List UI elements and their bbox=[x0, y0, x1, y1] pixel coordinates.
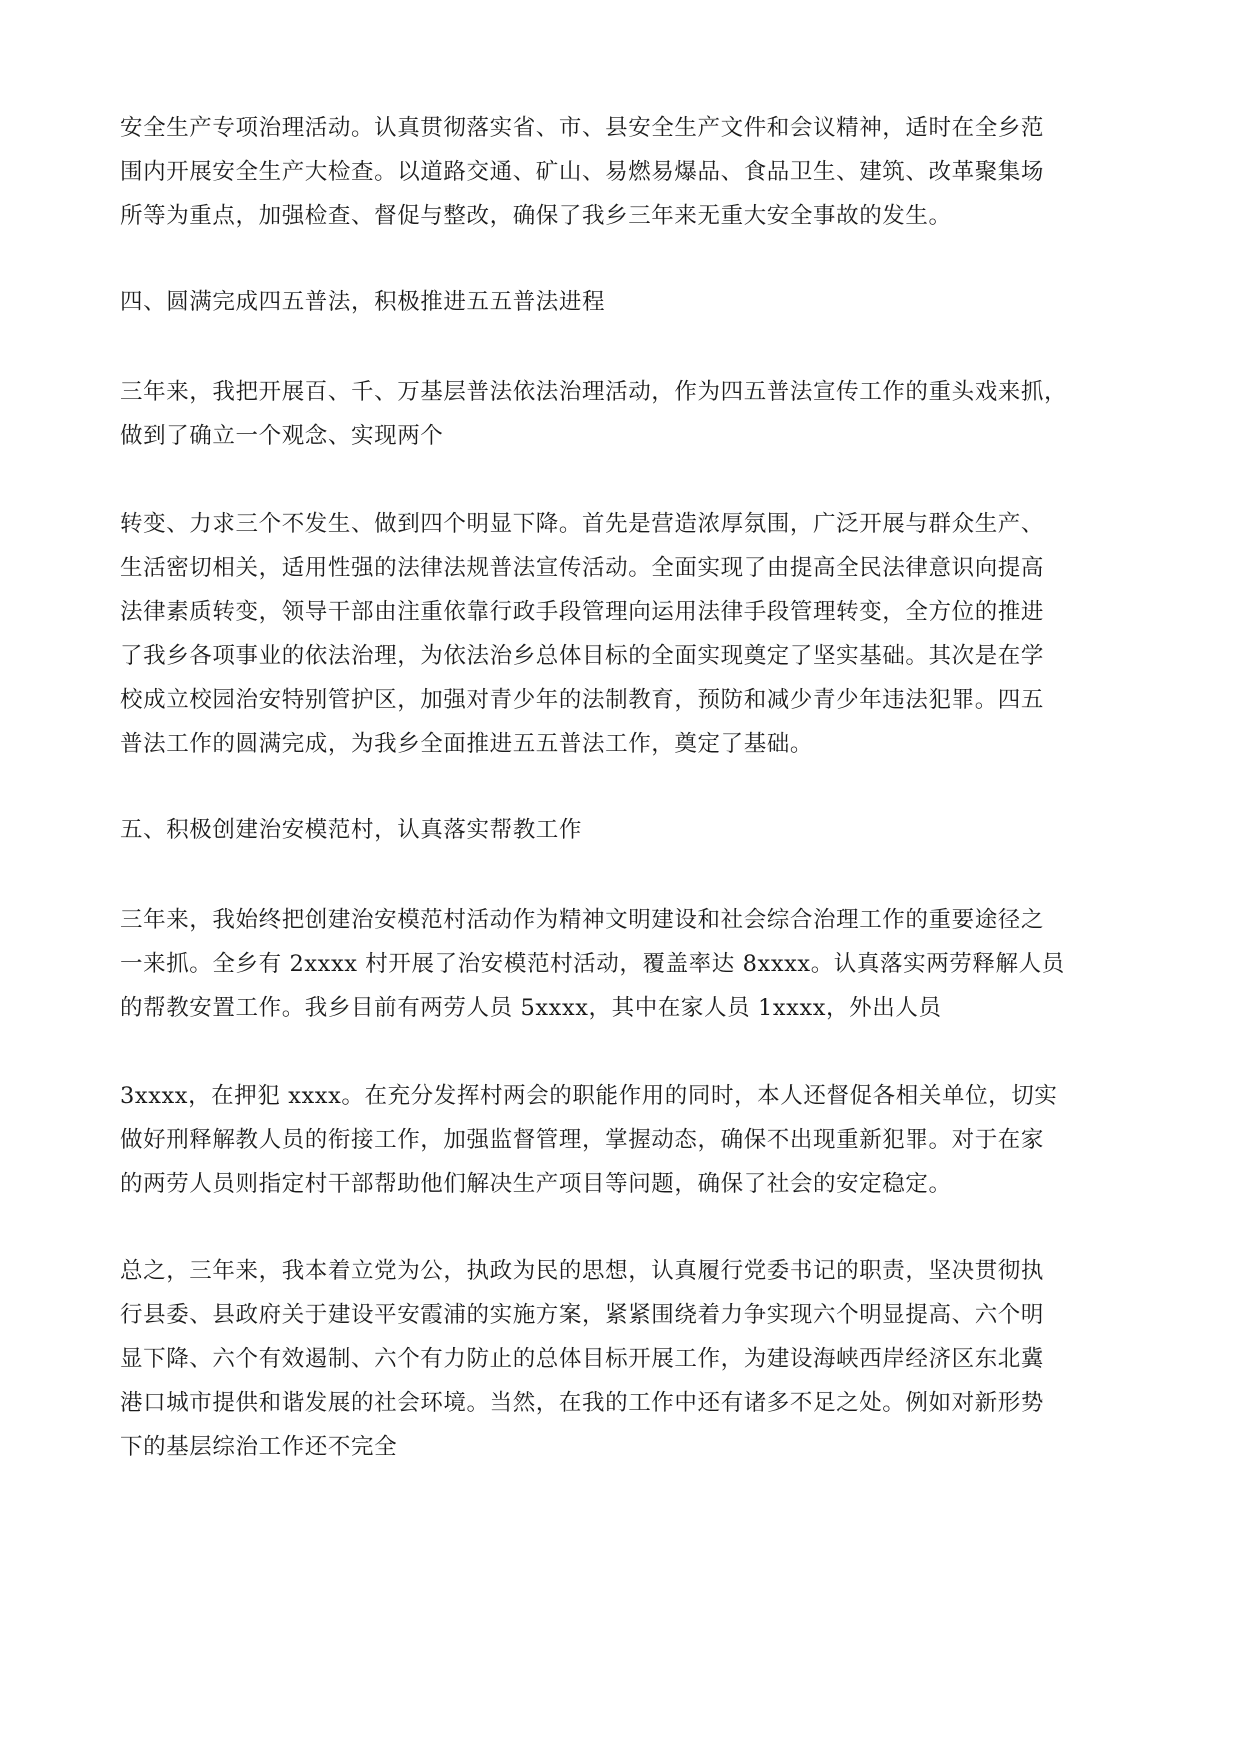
paragraph-legal-education-detail bbox=[120, 502, 1130, 766]
text-line: 显下降、六个有效遏制、六个有力防止的总体目标开展工作，为建设海峡西岸经济区东北冀 bbox=[120, 1346, 1045, 1372]
text-line: 港口城市提供和谐发展的社会环境。当然，在我的工作中还有诸多不足之处。例如对新形势 bbox=[120, 1390, 1045, 1416]
heading-line: 四、圆满完成四五普法，积极推进五五普法进程 bbox=[120, 289, 606, 315]
text-line: 安全生产专项治理活动。认真贯彻落实省、市、县安全生产文件和会议精神，适时在全乡范 bbox=[120, 115, 1045, 141]
text-line: 法律素质转变，领导干部由注重依靠行政手段管理向运用法律手段管理转变，全方位的推进 bbox=[120, 599, 1045, 625]
section-heading-five bbox=[120, 808, 1130, 852]
text-line: 行县委、县政府关于建设平安霞浦的实施方案，紧紧围绕着力争实现六个明显提高、六个明 bbox=[120, 1302, 1045, 1328]
paragraph-model-village bbox=[120, 898, 1130, 1030]
text-line: 做到了确立一个观念、实现两个 bbox=[120, 423, 444, 449]
text-line: 了我乡各项事业的依法治理，为依法治乡总体目标的全面实现奠定了坚实基础。其次是在学 bbox=[120, 643, 1045, 669]
text-line: 的帮教安置工作。我乡目前有两劳人员 5xxxx，其中在家人员 1xxxx，外出人员 bbox=[120, 995, 942, 1021]
text-line: 转变、力求三个不发生、做到四个明显下降。首先是营造浓厚氛围，广泛开展与群众生产、 bbox=[120, 511, 1045, 537]
text-line: 围内开展安全生产大检查。以道路交通、矿山、易燃易爆品、食品卫生、建筑、改革聚集场 bbox=[120, 159, 1045, 185]
text-line: 3xxxx，在押犯 xxxx。在充分发挥村两会的职能作用的同时，本人还督促各相关单位，切实 bbox=[120, 1083, 1058, 1109]
text-line: 总之，三年来，我本着立党为公，执政为民的思想，认真履行党委书记的职责，坚决贯彻执 bbox=[120, 1258, 1045, 1284]
text-line: 做好刑释解教人员的衔接工作，加强监督管理，掌握动态，确保不出现重新犯罪。对于在家 bbox=[120, 1127, 1045, 1153]
paragraph-rehabilitation bbox=[120, 1074, 1130, 1206]
text-line: 普法工作的圆满完成，为我乡全面推进五五普法工作，奠定了基础。 bbox=[120, 731, 814, 757]
text-line: 所等为重点，加强检查、督促与整改，确保了我乡三年来无重大安全事故的发生。 bbox=[120, 203, 952, 229]
text-line: 三年来，我始终把创建治安模范村活动作为精神文明建设和社会综合治理工作的重要途径之 bbox=[120, 907, 1045, 933]
text-line: 一来抓。全乡有 2xxxx 村开展了治安模范村活动，覆盖率达 8xxxx。认真落实两劳释解人员 bbox=[120, 951, 1065, 977]
text-line: 校成立校园治安特别管护区，加强对青少年的法制教育，预防和减少青少年违法犯罪。四五 bbox=[120, 687, 1045, 713]
heading-line: 五、积极创建治安模范村，认真落实帮教工作 bbox=[120, 817, 583, 843]
paragraph-summary bbox=[120, 1249, 1130, 1469]
section-heading-four bbox=[120, 280, 1130, 324]
text-line: 的两劳人员则指定村干部帮助他们解决生产项目等问题，确保了社会的安定稳定。 bbox=[120, 1171, 952, 1197]
text-line: 下的基层综治工作还不完全 bbox=[120, 1434, 398, 1460]
paragraph-safety-production bbox=[120, 106, 1130, 238]
text-line: 三年来，我把开展百、千、万基层普法依法治理活动，作为四五普法宣传工作的重头戏来抓， bbox=[120, 379, 1068, 405]
paragraph-legal-education-intro bbox=[120, 370, 1130, 458]
text-line: 生活密切相关，适用性强的法律法规普法宣传活动。全面实现了由提高全民法律意识向提高 bbox=[120, 555, 1045, 581]
